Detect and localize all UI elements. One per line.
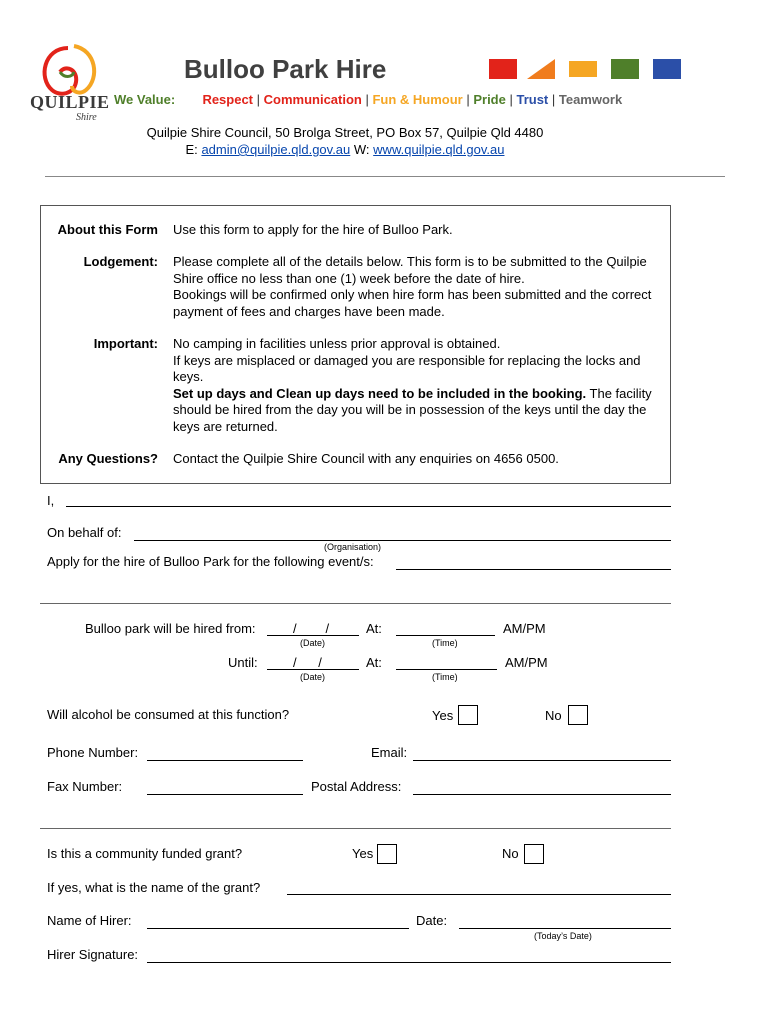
- logo-sub: Shire: [76, 112, 97, 123]
- important-text: No camping in facilities unless prior approval is obtained. If keys are misplaced or damaged you are responsible for replacing the locks and keys. Set up days and Clean up days need to be included in the booking. The facility should be hired from the day you will be in possession of the keys until the day the keys are returned.: [173, 336, 652, 434]
- from-date-hint: (Date): [300, 638, 326, 648]
- value-fun-humour: Fun & Humour: [372, 92, 463, 107]
- lodgement-label: Lodgement:: [83, 254, 158, 269]
- value-communication: Communication: [263, 92, 362, 107]
- from-date-slashes: / /: [293, 621, 330, 636]
- grant-label: Is this a community funded grant?: [47, 846, 243, 861]
- grant-name-field[interactable]: [287, 894, 671, 895]
- value-teamwork: Teamwork: [558, 92, 623, 107]
- apply-label: Apply for the hire of Bulloo Park for the following event/s:: [47, 554, 374, 569]
- section-divider-2: [40, 828, 671, 829]
- today-hint: (Today’s Date): [534, 931, 592, 941]
- values-separator: |: [505, 92, 517, 107]
- value-pride: Pride: [473, 92, 506, 107]
- alcohol-label: Will alcohol be consumed at this function?: [47, 707, 290, 722]
- organisation-field[interactable]: [134, 540, 671, 541]
- from-date-field[interactable]: [267, 635, 359, 636]
- page-title: Bulloo Park Hire: [184, 54, 387, 84]
- value-respect: Respect: [202, 92, 254, 107]
- until-label: Until:: [228, 655, 258, 670]
- questions-label: Any Questions?: [58, 451, 158, 466]
- i-label: I,: [47, 493, 55, 508]
- lodgement-text: Please complete all of the details below. This form is to be submitted to the Quilpie Shire office no less than one (1) week before the date of hire. Bookings will be confirmed only when hire form has been submitted and the correct payment of fees and charges have been made.: [173, 254, 652, 319]
- brand-tile: [489, 59, 517, 79]
- behalf-label: On behalf of:: [47, 525, 122, 540]
- grant-no-checkbox[interactable]: [524, 844, 544, 864]
- header-divider: [45, 176, 725, 177]
- grant-yes-label: Yes: [352, 846, 374, 861]
- fax-field[interactable]: [147, 794, 303, 795]
- logo-name: QUILPIE: [30, 92, 110, 112]
- postal-label: Postal Address:: [311, 779, 402, 794]
- alcohol-no-checkbox[interactable]: [568, 705, 588, 725]
- until-date-hint: (Date): [300, 672, 326, 682]
- grant-yes-checkbox[interactable]: [377, 844, 397, 864]
- from-time-field[interactable]: [396, 635, 495, 636]
- email-link[interactable]: admin@quilpie.qld.gov.au: [201, 142, 351, 157]
- from-time-hint: (Time): [432, 638, 458, 648]
- brand-tile: [569, 61, 597, 77]
- grant-name-label: If yes, what is the name of the grant?: [47, 880, 261, 895]
- brand-tiles-icon: [487, 57, 682, 81]
- email-label: Email:: [371, 745, 408, 760]
- fax-label: Fax Number:: [47, 779, 123, 794]
- values-separator: |: [462, 92, 474, 107]
- value-trust: Trust: [516, 92, 549, 107]
- until-ampm: AM/PM: [505, 655, 548, 670]
- values-separator: |: [548, 92, 559, 107]
- grant-no-label: No: [502, 846, 519, 861]
- signature-field[interactable]: [147, 962, 671, 963]
- phone-field[interactable]: [147, 760, 303, 761]
- hirer-name-field[interactable]: [147, 928, 409, 929]
- important-label: Important:: [93, 336, 158, 351]
- brand-tile: [653, 59, 681, 79]
- todays-date-field[interactable]: [459, 928, 671, 929]
- until-time-hint: (Time): [432, 672, 458, 682]
- brand-tiles: [487, 57, 682, 81]
- hirer-label: Name of Hirer:: [47, 913, 132, 928]
- until-at-label: At:: [366, 655, 382, 670]
- alcohol-yes-checkbox[interactable]: [458, 705, 478, 725]
- alcohol-no-label: No: [545, 708, 562, 723]
- section-divider-1: [40, 603, 671, 604]
- until-date-field[interactable]: [267, 669, 359, 670]
- email-field[interactable]: [413, 760, 671, 761]
- values-label: We Value:: [114, 92, 176, 107]
- values-separator: |: [253, 92, 264, 107]
- questions-text: Contact the Quilpie Shire Council with any enquiries on 4656 0500.: [173, 451, 559, 466]
- organisation-hint: (Organisation): [324, 542, 382, 552]
- hired-from-label: Bulloo park will be hired from:: [85, 621, 256, 636]
- about-label: About this Form: [57, 222, 158, 237]
- signature-label: Hirer Signature:: [47, 947, 139, 962]
- council-address: Quilpie Shire Council, 50 Brolga Street, PO Box 57, Quilpie Qld 4480: [146, 125, 544, 140]
- contact-row: E: admin@quilpie.qld.gov.au W: www.quilpie.qld.gov.au: [185, 142, 505, 157]
- until-date-slashes: / /: [293, 655, 322, 670]
- applicant-name-field[interactable]: [66, 506, 671, 507]
- event-field[interactable]: [396, 569, 671, 570]
- postal-field[interactable]: [413, 794, 671, 795]
- phone-label: Phone Number:: [47, 745, 139, 760]
- website-link[interactable]: www.quilpie.qld.gov.au: [373, 142, 505, 157]
- values-row: [114, 92, 622, 107]
- until-time-field[interactable]: [396, 669, 497, 670]
- council-logo: [30, 42, 110, 132]
- from-ampm: AM/PM: [503, 621, 546, 636]
- from-at-label: At:: [366, 621, 382, 636]
- brand-tile: [611, 59, 639, 79]
- brand-tile: [527, 59, 555, 79]
- about-text: Use this form to apply for the hire of Bulloo Park.: [173, 222, 453, 237]
- alcohol-yes-label: Yes: [432, 708, 454, 723]
- date-label: Date:: [416, 913, 448, 928]
- values-separator: |: [361, 92, 373, 107]
- values-list: [202, 92, 622, 107]
